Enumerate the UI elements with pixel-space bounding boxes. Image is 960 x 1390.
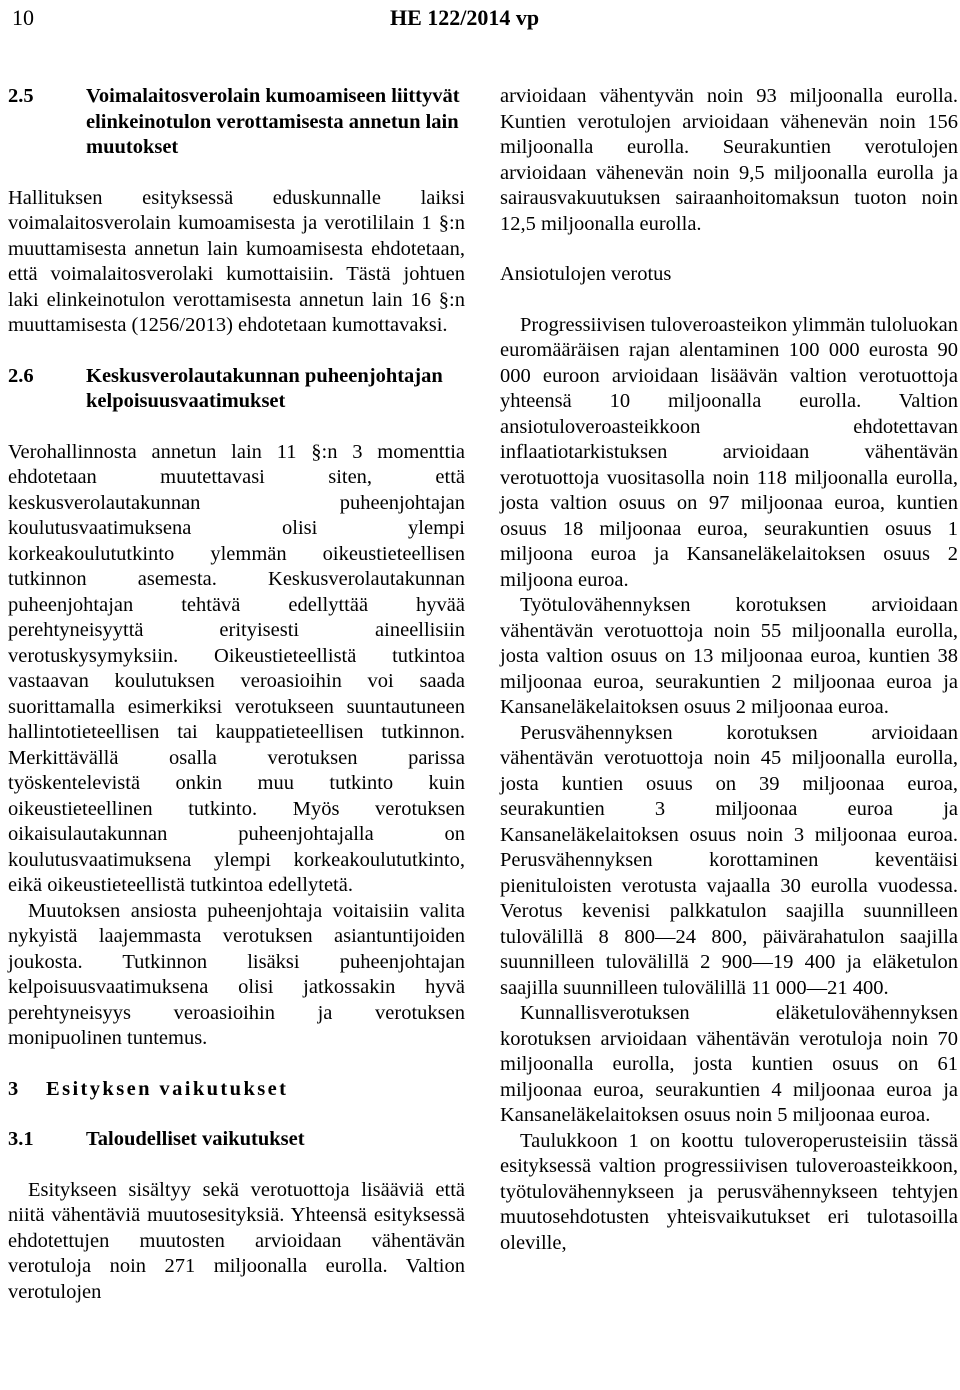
paragraph: Hallituksen esityksessä eduskunnalle laiksi voimalaitosverolain kumoamisesta ja verotililain 1 §:n muuttamisesta annetun lain kumoamisesta ehdotetaan, että voimalaitosverolaki kumottaisiin. Tästä johtuen laki elinkeinotulon verottamisesta annetun lain 16 §:n muuttamisesta (1256/2013) ehdotetaan kumottavaksi. — [8, 186, 465, 336]
chapter-title: Esityksen vaikutukset — [46, 1077, 289, 1100]
paragraph: Työtulovähennyksen korotuksen arvioidaan vähentävän verotuottoja noin 55 miljoonalla eurolla, josta valtion osuus on 13 miljoonaa euroa, kuntien 38 miljoonaa euroa, seurakuntien 2 miljoonaa euroa ja Kansaneläkelaitoksen osuus 2 miljoonaa euroa. — [500, 594, 958, 718]
paragraph: Progressiivisen tuloveroasteikon ylimmän tuloluokan euromääräisen rajan alentaminen 100 000 eurosta 90 000 euroon arvioidaan lisäävän valtion verotuottoja yhteensä 10 miljoonalla eurolla. Valtion ansiotuloveroasteikkoon ehdotettavan inflaatiotarkistuksen arvioidaan vähentävän verotuottoja vuositasolla noin 118 miljoonalla eurolla, josta valtion osuus on 97 miljoonaa euroa, kuntien osuus 18 miljoonaa euroa, seurakuntien osuus 1 miljoona euroa ja Kansaneläkelaitoksen osuus 2 miljoona euroa. — [500, 313, 958, 591]
right-column — [500, 84, 958, 1256]
page-header — [0, 0, 960, 42]
section-heading-2-6 — [8, 364, 465, 415]
paragraph: Esitykseen sisältyy sekä verotuottoja lisääviä että niitä vähentäviä muutosesityksiä. Yhteensä esityksessä ehdotettujen muutosten arvioidaan vähentävän verotuloja noin 271 miljoonalla eurolla. Valtion verotulojen — [8, 1178, 465, 1303]
paragraph: Kunnallisverotuksen eläketulovähennyksen korotuksen arvioidaan vähentävän verotuloja noin 70 miljoonalla eurolla, josta kuntien osuus on 61 miljoonaa euroa, seurakuntien 4 miljoonaa euroa ja Kansaneläkelaitoksen osuus noin 5 miljoonaa euroa. — [500, 1002, 958, 1126]
chapter-heading-3 — [8, 1077, 465, 1103]
page-number: 10 — [12, 5, 34, 30]
section-heading-3-1 — [8, 1127, 465, 1153]
paragraph: Taulukkoon 1 on koottu tuloveroperusteisiin tässä esityksessä valtion progressiivisen tuloveroasteikkoon, työtulovähennykseen ja perusvähennykseen tehtyjen muutosehdotusten yhteisvaikutukset eri tulotasoilla oleville, — [500, 1129, 958, 1254]
paragraph: arvioidaan vähentyvän noin 93 miljoonalla eurolla. Kuntien verotulojen arvioidaan vähenevän noin 156 miljoonalla eurolla. Seurakuntien verotulojen arvioidaan vähenevän noin 9,5 miljoonalla eurolla ja sairausvakuutuksen sairaanhoitomaksun tuoton noin 12,5 miljoonalla eurolla. — [500, 85, 958, 235]
paragraph: Perusvähennyksen korotuksen arvioidaan vähentävän verotuottoja noin 45 miljoonalla eurolla, josta kuntien osuus on 39 miljoonaa euroa, seurakuntien 3 miljoonaa euroa ja Kansaneläkelaitoksen osuus noin 3 miljoonaa euroa. Perusvähennyksen korottaminen keventäisi pienituloisten verotusta vajaalla 30 eurolla vuodessa. Verotus kevenisi palkkatulon saajilla suunnilleen tulovälillä 8 800—24 800, päivärahatulon saajilla suunnilleen tulovälillä 2 900—19 400 ja eläketulon saajilla suunnilleen tulovälillä 11 000—21 400. — [500, 721, 958, 999]
section-title: Keskusverolautakunnan puheenjohtajan kelpoisuusvaatimukset — [86, 364, 443, 412]
document-id: HE 122/2014 vp — [390, 5, 540, 30]
section-heading-2-5 — [8, 84, 465, 161]
section-number: 2.5 — [8, 85, 34, 107]
left-column — [8, 84, 465, 1305]
section-title: Voimalaitosverolain kumoamiseen liittyvät elinkeinotulon verottamisesta annetun lain muutokset — [86, 85, 460, 158]
paragraph: Verohallinnosta annetun lain 11 §:n 3 momenttia ehdotetaan muutettavasi siten, että keskusverolautakunnan puheenjohtajan koulutusvaatimuksena olisi ylempi korkeakoulututkinto ylemmän oikeustieteellisen tutkinnon asemesta. Keskusverolautakunnan puheenjohtajan tehtävä edellyttää hyvää perehtyneisyyttä erityisesti aineellisiin verotuskysymyksiin. Oikeustieteellistä tutkintoa vastaavan koulutuksen veroasioihin voi saada suorittamalla esimerkiksi verotukseen suuntautuneen hallintotieteellisen tai kauppatieteellisen tutkinnon. Merkittävällä osalla verotuksen parissa työskentelevistä onkin muu tutkinto kuin oikeustieteellinen tutkinto. Myös verotuksen oikaisulautakunnan puheenjohtajalla on koulutusvaatimuksena ylempi korkeakoulututkinto, eikä oikeustieteellistä tutkintoa edellytetä. — [8, 440, 465, 896]
section-number: 3.1 — [8, 1128, 34, 1150]
section-number: 2.6 — [8, 364, 34, 387]
section-title: Taloudelliset vaikutukset — [86, 1128, 305, 1150]
chapter-number: 3 — [8, 1077, 19, 1100]
paragraph: Muutoksen ansiosta puheenjohtaja voitaisiin valita nykyistä laajemmasta verotuksen asiantuntijoiden joukosta. Tutkinnon lisäksi puheenjohtajan kelpoisuusvaatimuksena olisi jatkossakin hyvä perehtyneisyys veroasioihin ja verotuksen monipuolinen tuntemus. — [8, 899, 465, 1049]
subheading: Ansiotulojen verotus — [500, 263, 672, 285]
